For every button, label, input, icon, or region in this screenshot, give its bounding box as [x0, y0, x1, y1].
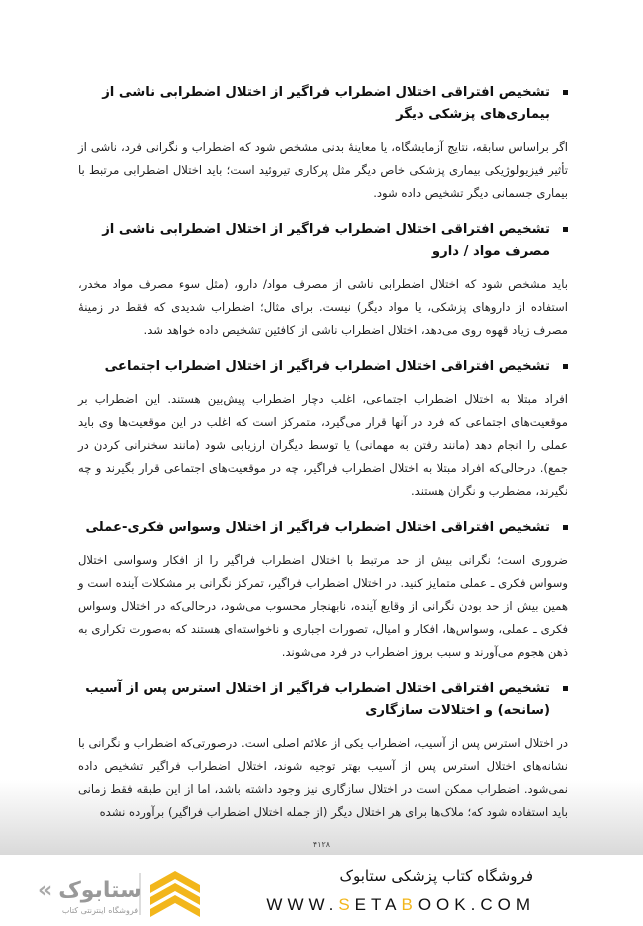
- section-heading: [78, 517, 568, 539]
- section-heading: [78, 219, 568, 263]
- section: [78, 219, 568, 342]
- heading-text: تشخیص افتراقی اختلال اضطراب فراگیر از اختلال اضطراب اجتماعی: [104, 359, 550, 374]
- section-body: افراد مبتلا به اختلال اضطراب اجتماعی، اغلب دچار اضطراب پیش‌بین هستند. این اضطراب بر موقعیت‌های اجتماعی که فرد در آنها قرار می‌گیرد، متمرکز است که اغلب در این موقعیت‌ها وی باید عملی را انجام دهد (مانند رفتن به مهمانی) یا توسط دیگران ارزیابی شود (مانند سخنرانی کردن در جمع). درحالی‌که افراد مبتلا به اختلال اضطراب فراگیر، چه در موقعیت‌های اجتماعی قرار بگیرند و چه نگیرند، مضطرب و نگران هستند.: [78, 392, 568, 498]
- heading-text: تشخیص افتراقی اختلال اضطراب فراگیر از اختلال اضطرابی ناشی از بیماری‌های پزشکی دیگر: [102, 85, 550, 122]
- section-body: در اختلال استرس پس از آسیب، اضطراب یکی از علائم اصلی است. درصورتی‌که اضطراب و نگرانی با نشانه‌های اختلال استرس پس از آسیب بهتر توجیه شوند، اختلال اضطراب فراگیر تشخیص داده نمی‌شود. اضطراب ممکن است در اختلال سازگاری نیز وجود داشته باشد، اما از این طبقه فقط زمانی باید استفاده شود که؛ ملاک‌ها برای هر اختلال دیگر (از جمله اختلال اضطراب فراگیر) برآورده نشده: [78, 736, 568, 819]
- section-body: باید مشخص شود که اختلال اضطرابی ناشی از مصرف مواد/ دارو، (مثل سوء مصرف مواد مخدر، استفاده از داروهای پزشکی، یا مواد دیگر) نیست. برای مثال؛ اضطراب شدیدی که فقط در زمینهٔ مصرف زیاد قهوه روی می‌دهد، اختلال اضطراب ناشی از کافئین تشخیص داده خواهد شد.: [78, 277, 568, 337]
- heading-text: تشخیص افتراقی اختلال اضطراب فراگیر از اختلال اضطرابی ناشی از مصرف مواد / دارو: [102, 222, 550, 259]
- section-heading: [78, 82, 568, 126]
- bullet-icon: [563, 686, 568, 691]
- section: [78, 517, 568, 664]
- svg-text:فروشگاه اینترنتی کتاب: فروشگاه اینترنتی کتاب: [61, 906, 139, 915]
- bullet-icon: [563, 364, 568, 369]
- bullet-icon: [563, 525, 568, 530]
- website-url[interactable]: WWW.SETABOOK.COM: [266, 895, 535, 914]
- section-heading: [78, 356, 568, 378]
- footer-banner: [0, 855, 643, 926]
- page-content: [78, 82, 568, 838]
- section: [78, 356, 568, 503]
- section-body: اگر براساس سابقه، نتایج آزمایشگاه، یا معاینهٔ بدنی مشخص شود که اضطراب و نگرانی فرد، ناشی از تأثیر فیزیولوژیکی بیماری پزشکی خاص دیگر مثل پرکاری تیروئید است؛ باید اختلال اضطرابی مرتبط با بیماری جسمانی دیگر تشخیص داده شود.: [78, 140, 568, 200]
- section: [78, 82, 568, 205]
- section-body: ضروری است؛ نگرانی بیش از حد مرتبط با اختلال اضطراب فراگیر را از افکار وسواسی اختلال وسواس فکری ـ عملی متمایز کنید. در اختلال اضطراب فراگیر، تمرکز نگرانی بر مشکلات آینده است و همین بیش از حد بودن نگرانی از وقایع آینده، نابهنجار محسوب می‌شود، درحالی‌که در اختلال وسواس فکری ـ عملی، وسواس‌ها، افکار و امیال، تصورات اجباری و ناخواسته‌ای هستند که به‌صورت تکراری به ذهن هجوم می‌آورند و سبب بروز اضطراب در فرد می‌شوند.: [78, 553, 568, 659]
- bullet-icon: [563, 227, 568, 232]
- svg-text:«: «: [38, 878, 53, 903]
- store-name: فروشگاه کتاب پزشکی ستابوک: [339, 867, 533, 885]
- svg-text:ستابوک: ستابوک: [58, 878, 142, 903]
- section: [78, 678, 568, 824]
- page-number: ۴۱۲۸: [312, 840, 331, 849]
- heading-text: تشخیص افتراقی اختلال اضطراب فراگیر از اختلال استرس پس از آسیب (سانحه) و اختلالات سازگاری: [85, 681, 550, 718]
- chevron-logo-icon: [150, 871, 200, 917]
- section-heading: [78, 678, 568, 722]
- heading-text: تشخیص افتراقی اختلال اضطراب فراگیر از اختلال وسواس فکری-عملی: [85, 520, 550, 535]
- setabook-logo: [30, 867, 200, 919]
- bullet-icon: [563, 90, 568, 95]
